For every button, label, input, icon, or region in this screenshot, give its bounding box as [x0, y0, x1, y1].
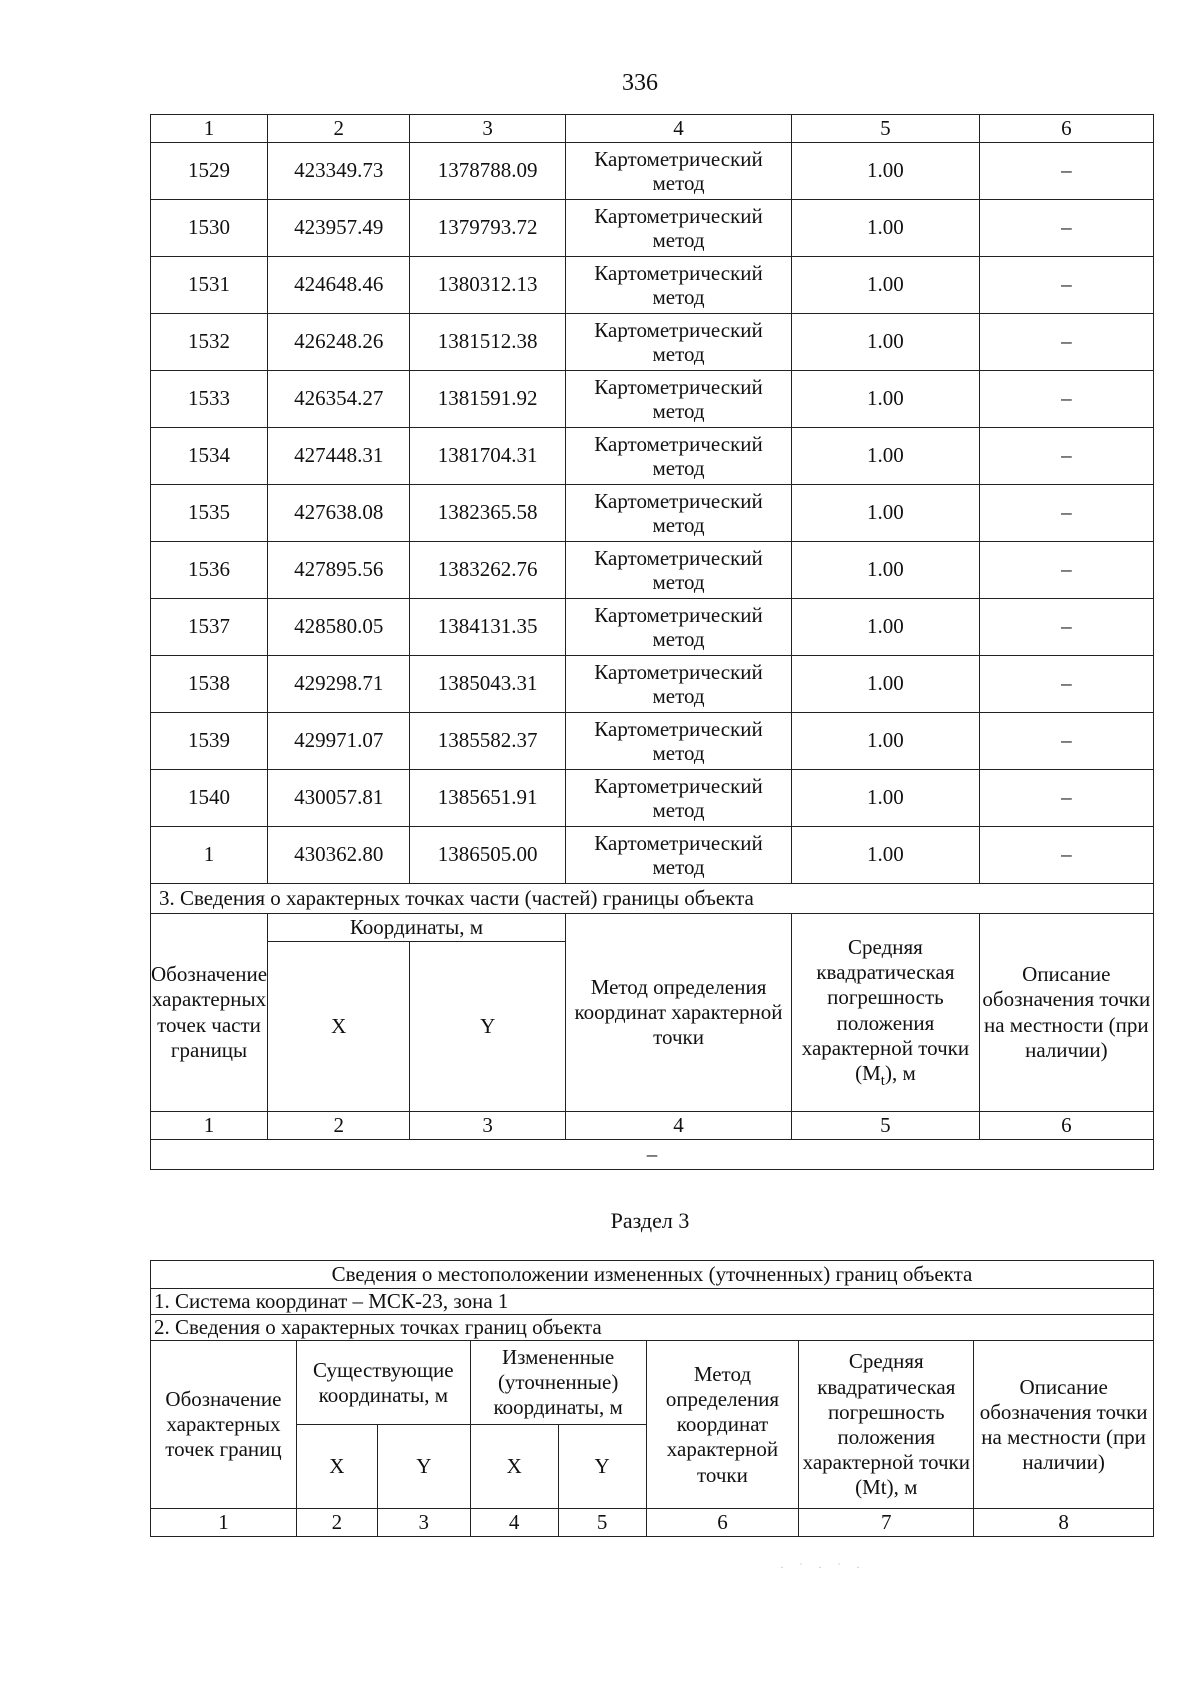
cell-y: 1384131.35	[410, 599, 565, 656]
cell-x: 426354.27	[268, 371, 410, 428]
cell-desc: –	[979, 827, 1153, 884]
cell-n: 1540	[151, 770, 268, 827]
cell-x: 427895.56	[268, 542, 410, 599]
cell-desc: –	[979, 599, 1153, 656]
col-num: 1	[151, 115, 268, 143]
scan-specks: · ˙ · ˙ ·	[780, 1560, 866, 1574]
cell-n: 1529	[151, 143, 268, 200]
cell-y: 1385043.31	[410, 656, 565, 713]
col-num: 5	[558, 1509, 646, 1537]
cell-y: 1386505.00	[410, 827, 565, 884]
table-row	[151, 143, 1154, 200]
cell-method: Картометрический метод	[565, 143, 791, 200]
cell-method: Картометрический метод	[565, 827, 791, 884]
table-title: Сведения о местоположении измененных (уточненных) границ объекта	[151, 1261, 1154, 1289]
header-description: Описание обозначения точки на местности (при наличии)	[974, 1341, 1154, 1509]
header-coords: Координаты, м	[268, 914, 566, 942]
cell-x: 430362.80	[268, 827, 410, 884]
cell-method: Картометрический метод	[565, 770, 791, 827]
cell-desc: –	[979, 656, 1153, 713]
cell-mt: 1.00	[792, 257, 979, 314]
empty-row-dash: –	[151, 1140, 1154, 1170]
cell-method: Картометрический метод	[565, 314, 791, 371]
cell-n: 1538	[151, 656, 268, 713]
section-heading: Раздел 3	[610, 1208, 690, 1233]
cell-method: Картометрический метод	[565, 257, 791, 314]
cell-y: 1383262.76	[410, 542, 565, 599]
cell-y: 1380312.13	[410, 257, 565, 314]
cell-method: Картометрический метод	[565, 371, 791, 428]
table-row	[151, 428, 1154, 485]
cell-method: Картометрический метод	[565, 713, 791, 770]
table-row	[151, 257, 1154, 314]
header-designation: Обозначение характерных точек границ	[151, 1341, 297, 1509]
cell-desc: –	[979, 257, 1153, 314]
cell-desc: –	[979, 314, 1153, 371]
cell-mt: 1.00	[792, 485, 979, 542]
col-num: 4	[470, 1509, 558, 1537]
col-num: 3	[410, 115, 565, 143]
header-existing-coords: Существующие координаты, м	[296, 1341, 470, 1425]
col-num: 2	[268, 115, 410, 143]
cell-desc: –	[979, 143, 1153, 200]
table-row	[151, 599, 1154, 656]
cell-n: 1533	[151, 371, 268, 428]
col-num: 2	[268, 1112, 410, 1140]
changed-boundaries-table	[150, 1260, 1154, 1537]
col-num: 2	[296, 1509, 377, 1537]
cell-n: 1535	[151, 485, 268, 542]
cell-n: 1539	[151, 713, 268, 770]
cell-x: 424648.46	[268, 257, 410, 314]
col-num: 4	[565, 115, 791, 143]
cell-n: 1536	[151, 542, 268, 599]
column-number-row	[151, 1509, 1154, 1537]
col-num: 5	[792, 115, 979, 143]
cell-method: Картометрический метод	[565, 485, 791, 542]
table-row	[151, 542, 1154, 599]
col-num: 1	[151, 1509, 297, 1537]
col-num: 7	[799, 1509, 974, 1537]
cell-n: 1531	[151, 257, 268, 314]
cell-n: 1534	[151, 428, 268, 485]
header-x: X	[470, 1425, 558, 1509]
section3-title: 3. Сведения о характерных точках части (частей) границы объекта	[151, 884, 1154, 914]
cell-method: Картометрический метод	[565, 200, 791, 257]
col-num: 5	[792, 1112, 979, 1140]
column-number-row-2	[151, 1112, 1154, 1140]
col-num: 6	[979, 115, 1153, 143]
header-description: Описание обозначения точки на местности (при наличии)	[979, 914, 1153, 1112]
cell-desc: –	[979, 371, 1153, 428]
cell-desc: –	[979, 485, 1153, 542]
header-y: Y	[377, 1425, 470, 1509]
cell-mt: 1.00	[792, 542, 979, 599]
cell-mt: 1.00	[792, 314, 979, 371]
cell-x: 423957.49	[268, 200, 410, 257]
table-row	[151, 200, 1154, 257]
table-row	[151, 656, 1154, 713]
cell-mt: 1.00	[792, 200, 979, 257]
cell-y: 1385651.91	[410, 770, 565, 827]
table-row	[151, 314, 1154, 371]
cell-x: 423349.73	[268, 143, 410, 200]
boundary-points-table	[150, 114, 1154, 1170]
cell-mt: 1.00	[792, 827, 979, 884]
cell-method: Картометрический метод	[565, 599, 791, 656]
cell-n: 1532	[151, 314, 268, 371]
cell-x: 429298.71	[268, 656, 410, 713]
cell-mt: 1.00	[792, 656, 979, 713]
cell-y: 1379793.72	[410, 200, 565, 257]
cell-mt: 1.00	[792, 143, 979, 200]
header-error	[792, 914, 979, 1112]
cell-desc: –	[979, 770, 1153, 827]
col-num: 6	[646, 1509, 799, 1537]
cell-y: 1381591.92	[410, 371, 565, 428]
cell-desc: –	[979, 713, 1153, 770]
points-info-row: 2. Сведения о характерных точках границ объекта	[151, 1315, 1154, 1341]
cell-y: 1378788.09	[410, 143, 565, 200]
header-error-unit: ), м	[884, 1060, 916, 1085]
header-y: Y	[410, 942, 565, 1112]
cell-method: Картометрический метод	[565, 656, 791, 713]
cell-desc: –	[979, 542, 1153, 599]
col-num: 4	[565, 1112, 791, 1140]
cell-y: 1381512.38	[410, 314, 565, 371]
cell-n: 1537	[151, 599, 268, 656]
header-x: X	[268, 942, 410, 1112]
header-method: Метод определения координат характерной точки	[565, 914, 791, 1112]
cell-desc: –	[979, 428, 1153, 485]
cell-method: Картометрический метод	[565, 428, 791, 485]
table-row	[151, 770, 1154, 827]
col-num: 8	[974, 1509, 1154, 1537]
cell-y: 1381704.31	[410, 428, 565, 485]
table-row	[151, 485, 1154, 542]
header-changed-coords: Измененные (уточненные) координаты, м	[470, 1341, 646, 1425]
table-row	[151, 371, 1154, 428]
cell-x: 427448.31	[268, 428, 410, 485]
header-error-text: Средняя квадратическая погрешность положения характерной точки (M	[801, 934, 970, 1085]
column-number-row	[151, 115, 1154, 143]
coordinate-system-row: 1. Система координат – МСК-23, зона 1	[151, 1289, 1154, 1315]
cell-x: 426248.26	[268, 314, 410, 371]
cell-mt: 1.00	[792, 599, 979, 656]
page-number: 336	[622, 70, 658, 96]
header-y: Y	[558, 1425, 646, 1509]
cell-mt: 1.00	[792, 428, 979, 485]
header-x: X	[296, 1425, 377, 1509]
col-num: 1	[151, 1112, 268, 1140]
cell-x: 430057.81	[268, 770, 410, 827]
col-num: 6	[979, 1112, 1153, 1140]
cell-n: 1	[151, 827, 268, 884]
header-designation: Обозначение характерных точек части границы	[151, 914, 268, 1112]
header-method: Метод определения координат характерной точки	[646, 1341, 799, 1509]
cell-x: 428580.05	[268, 599, 410, 656]
cell-method: Картометрический метод	[565, 542, 791, 599]
cell-mt: 1.00	[792, 713, 979, 770]
header-error-sub: t	[880, 1073, 885, 1090]
cell-x: 429971.07	[268, 713, 410, 770]
cell-y: 1385582.37	[410, 713, 565, 770]
table-row	[151, 713, 1154, 770]
cell-x: 427638.08	[268, 485, 410, 542]
cell-mt: 1.00	[792, 371, 979, 428]
cell-y: 1382365.58	[410, 485, 565, 542]
cell-n: 1530	[151, 200, 268, 257]
cell-mt: 1.00	[792, 770, 979, 827]
cell-desc: –	[979, 200, 1153, 257]
header-error: Средняя квадратическая погрешность положения характерной точки (Mt), м	[799, 1341, 974, 1509]
col-num: 3	[377, 1509, 470, 1537]
col-num: 3	[410, 1112, 565, 1140]
table-row	[151, 827, 1154, 884]
